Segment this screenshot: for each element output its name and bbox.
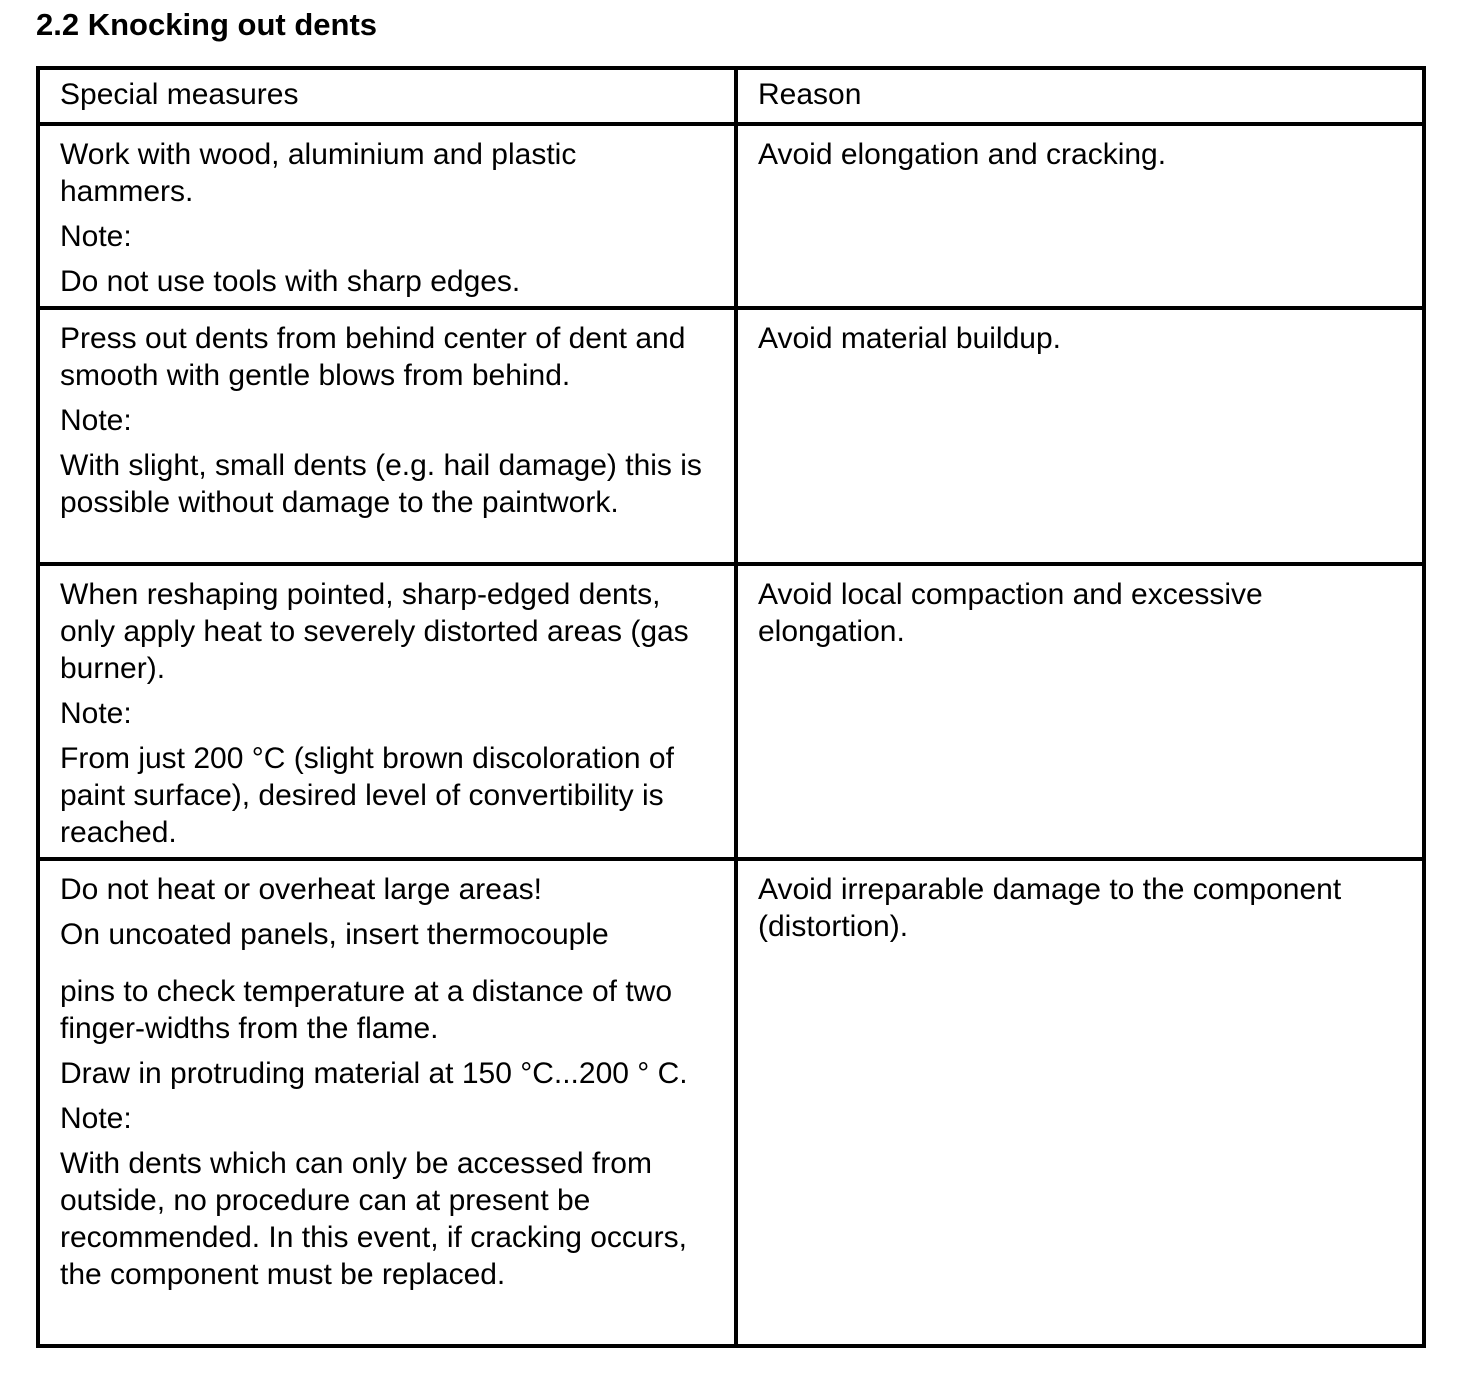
section-title: 2.2 Knocking out dents	[36, 7, 378, 42]
measure-text: When reshaping pointed, sharp-edged dents, only apply heat to severely distorted areas (gas burner).	[60, 578, 689, 685]
header-special-measures: Special measures	[38, 68, 736, 124]
note-label: Note:	[60, 697, 132, 730]
measures-cell	[38, 859, 736, 1346]
measure-text: Do not heat or overheat large areas!	[60, 873, 542, 906]
measures-table	[36, 66, 1426, 1348]
note-label: Note:	[60, 1102, 132, 1135]
note-text: Do not use tools with sharp edges.	[60, 265, 521, 298]
measure-text: Press out dents from behind center of dent and smooth with gentle blows from behind.	[60, 322, 686, 392]
measure-text: Work with wood, aluminium and plastic hammers.	[60, 138, 577, 208]
table-row	[38, 564, 1424, 859]
table-row	[38, 308, 1424, 564]
note-label: Note:	[60, 220, 132, 253]
reason-cell: Avoid elongation and cracking.	[736, 124, 1424, 308]
note-text: From just 200 °C (slight brown discoloration of paint surface), desired level of convertibility is reached.	[60, 742, 674, 849]
measure-text: On uncoated panels, insert thermocouple	[60, 918, 609, 951]
table-header-row	[38, 68, 1424, 124]
reason-cell: Avoid irreparable damage to the component (distortion).	[736, 859, 1424, 1346]
note-label: Note:	[60, 404, 132, 437]
table-row	[38, 124, 1424, 308]
note-text: With slight, small dents (e.g. hail damage) this is possible without damage to the paintwork.	[60, 449, 702, 519]
table-row	[38, 859, 1424, 1346]
measure-text: pins to check temperature at a distance of two finger-widths from the flame.	[60, 975, 672, 1045]
measure-text: Draw in protruding material at 150 °C...200 ° C.	[60, 1057, 688, 1090]
reason-cell: Avoid local compaction and excessive elongation.	[736, 564, 1424, 859]
measures-cell	[38, 308, 736, 564]
measures-cell	[38, 564, 736, 859]
reason-cell: Avoid material buildup.	[736, 308, 1424, 564]
measures-cell	[38, 124, 736, 308]
header-reason: Reason	[736, 68, 1424, 124]
note-text: With dents which can only be accessed from outside, no procedure can at present be recommended. In this event, if cracking occurs, the component must be replaced.	[60, 1147, 687, 1291]
